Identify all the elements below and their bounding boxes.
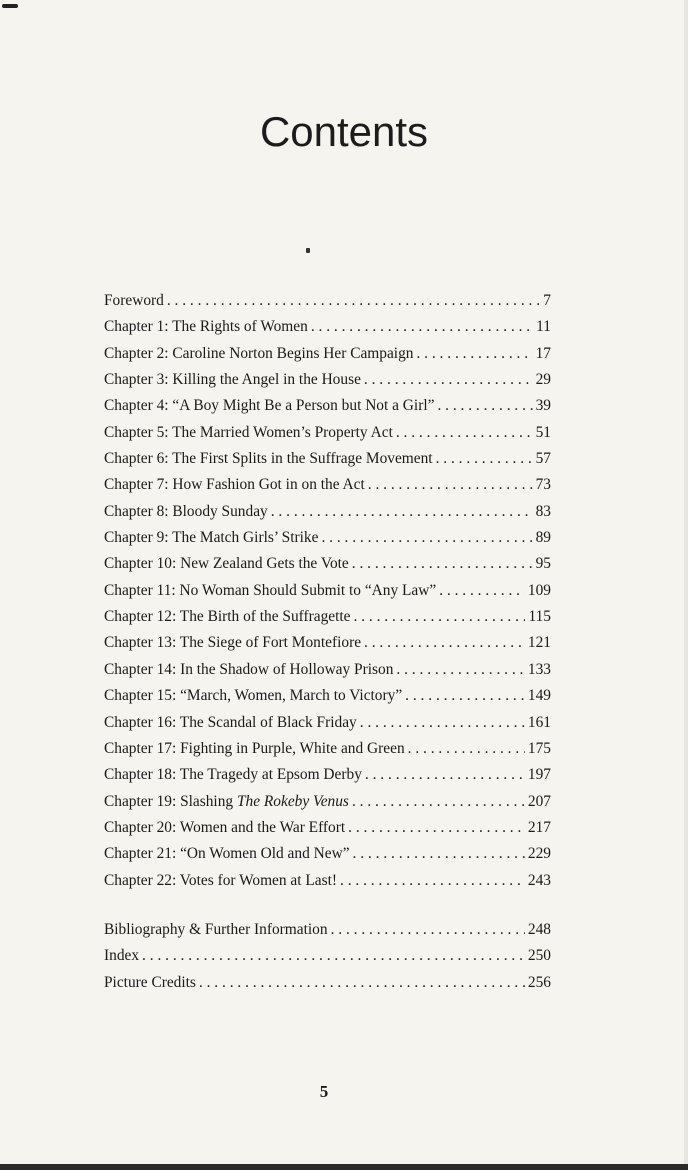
toc-entry: [104, 472, 551, 498]
toc-entry-label: Chapter 2: Caroline Norton Begins Her Campaign: [104, 344, 414, 362]
toc-leader-dots: [142, 943, 525, 969]
toc-entry-label: Chapter 21: “On Women Old and New”: [104, 845, 350, 863]
toc-entry-label: Chapter 14: In the Shadow of Holloway Prison: [104, 660, 394, 678]
toc-entry: [104, 683, 551, 709]
contents-list: [104, 288, 551, 894]
toc-entry-label: Chapter 10: New Zealand Gets the Vote: [104, 555, 349, 573]
toc-entry-label: Bibliography & Further Information: [104, 921, 328, 938]
toc-entry: [104, 630, 551, 656]
toc-leader-dots: [271, 499, 533, 525]
page-number: 5: [319, 1082, 329, 1101]
toc-leader-dots: [405, 683, 525, 709]
toc-leader-dots: [353, 841, 525, 867]
toc-entry-page: 109: [527, 581, 551, 599]
toc-entry-page: 89: [535, 529, 551, 547]
toc-entry-label: Chapter 3: Killing the Angel in the House: [104, 371, 361, 389]
toc-leader-dots: [321, 525, 532, 551]
toc-entry: [104, 420, 551, 446]
toc-entry: [104, 868, 551, 894]
toc-leader-dots: [368, 472, 533, 498]
toc-entry: [104, 815, 551, 841]
toc-entry-page: 197: [527, 766, 551, 784]
toc-leader-dots: [437, 393, 532, 419]
toc-entry-page: 11: [536, 318, 551, 336]
toc-leader-dots: [439, 578, 525, 604]
toc-entry: [104, 657, 551, 683]
toc-entry-label: Chapter 17: Fighting in Purple, White and Green: [104, 739, 405, 757]
toc-entry: [104, 446, 551, 472]
toc-entry: [104, 499, 551, 525]
toc-leader-dots: [436, 446, 533, 472]
toc-entry: [104, 367, 551, 393]
toc-entry-page: 83: [535, 502, 551, 520]
toc-leader-dots: [364, 630, 525, 656]
toc-entry: [104, 551, 551, 577]
toc-leader-dots: [408, 736, 525, 762]
toc-entry-label: Index: [104, 947, 140, 965]
toc-entry: [104, 736, 551, 762]
toc-entry: [104, 762, 551, 788]
toc-entry-label: Chapter 4: “A Boy Might Be a Person but Not a Girl”: [104, 397, 435, 415]
toc-entry: [104, 578, 551, 604]
toc-entry-page: 133: [527, 660, 551, 678]
toc-leader-dots: [167, 288, 540, 314]
toc-entry-page: 256: [527, 973, 551, 991]
toc-entry-page: 51: [535, 423, 551, 441]
toc-entry: [104, 525, 551, 551]
ornament-mark: [306, 248, 310, 253]
toc-entry-label: Foreword: [104, 292, 164, 309]
toc-leader-dots: [396, 420, 533, 446]
toc-leader-dots: [348, 815, 525, 841]
toc-entry-page: 175: [527, 739, 551, 757]
toc-entry-page: 95: [535, 555, 551, 573]
toc-entry-page: 243: [527, 871, 551, 889]
toc-entry-label: Chapter 12: The Birth of the Suffragette: [104, 608, 351, 626]
toc-entry-page: 115: [528, 608, 551, 626]
toc-leader-dots: [352, 551, 533, 577]
toc-entry-label: Chapter 5: The Married Women’s Property Act: [104, 423, 393, 441]
toc-leader-dots: [396, 657, 525, 683]
toc-entry-label: Chapter 7: How Fashion Got in on the Act: [104, 476, 365, 494]
toc-entry-label: Chapter 11: No Woman Should Submit to “Any Law”: [104, 581, 437, 599]
toc-entry-page: 217: [527, 818, 551, 836]
toc-entry-label: Chapter 9: The Match Girls’ Strike: [104, 529, 319, 547]
toc-entry-page: 17: [535, 344, 551, 362]
toc-entry-page: 73: [535, 476, 551, 494]
toc-entry-page: 121: [527, 634, 551, 652]
toc-entry: [104, 970, 551, 996]
toc-entry-page: 207: [527, 792, 551, 810]
toc-entry: [104, 393, 551, 419]
toc-entry: [104, 341, 551, 367]
toc-entry-page: 39: [535, 397, 551, 415]
toc-entry-label: Chapter 8: Bloody Sunday: [104, 502, 268, 520]
toc-entry-page: 250: [527, 947, 551, 965]
toc-leader-dots: [311, 314, 533, 340]
toc-entry-label: Chapter 15: “March, Women, March to Victory”: [104, 687, 403, 705]
toc-entry-label-prefix: Chapter 19: Slashing: [104, 792, 237, 810]
toc-leader-dots: [352, 789, 525, 815]
toc-entry-page: 161: [527, 713, 551, 731]
toc-leader-dots: [365, 762, 525, 788]
toc-leader-dots: [340, 868, 525, 894]
toc-entry-label: Chapter 20: Women and the War Effort: [104, 818, 346, 836]
toc-leader-dots: [353, 604, 525, 630]
toc-leader-dots: [331, 917, 525, 943]
toc-entry-label: [104, 789, 349, 815]
toc-entry-label: Chapter 6: The First Splits in the Suffrage Movement: [104, 450, 433, 468]
toc-entry: [104, 917, 551, 943]
toc-entry-label: Chapter 16: The Scandal of Black Friday: [104, 713, 357, 731]
toc-leader-dots: [199, 970, 525, 996]
page-title: Contents: [259, 108, 429, 155]
toc-entry-page: 149: [527, 687, 551, 705]
toc-entry-page: 7: [543, 292, 551, 309]
toc-entry: [104, 841, 551, 867]
toc-leader-dots: [416, 341, 532, 367]
corner-mark: [2, 4, 18, 8]
toc-entry: [104, 943, 551, 969]
toc-entry: [104, 710, 551, 736]
page-edge: [684, 0, 688, 1170]
toc-entry-page: 229: [527, 845, 551, 863]
toc-entry-page: 57: [535, 450, 551, 468]
toc-entry: [104, 314, 551, 340]
toc-leader-dots: [364, 367, 533, 393]
toc-entry-label: Chapter 1: The Rights of Women: [104, 318, 308, 336]
toc-entry-label-italic: The Rokeby Venus: [236, 792, 349, 810]
toc-entry-label: Picture Credits: [104, 973, 196, 991]
toc-entry-label: Chapter 13: The Siege of Fort Montefiore: [104, 634, 362, 652]
toc-entry: [104, 288, 551, 314]
toc-entry: [104, 604, 551, 630]
page-bottom-shadow: [0, 1164, 688, 1170]
toc-leader-dots: [360, 710, 525, 736]
back-matter-list: [104, 917, 551, 996]
toc-entry: [104, 789, 551, 815]
toc-entry-label: Chapter 22: Votes for Women at Last!: [104, 871, 337, 889]
toc-entry-label: Chapter 18: The Tragedy at Epsom Derby: [104, 766, 362, 784]
toc-entry-page: 248: [527, 921, 551, 938]
toc-entry-page: 29: [535, 371, 551, 389]
